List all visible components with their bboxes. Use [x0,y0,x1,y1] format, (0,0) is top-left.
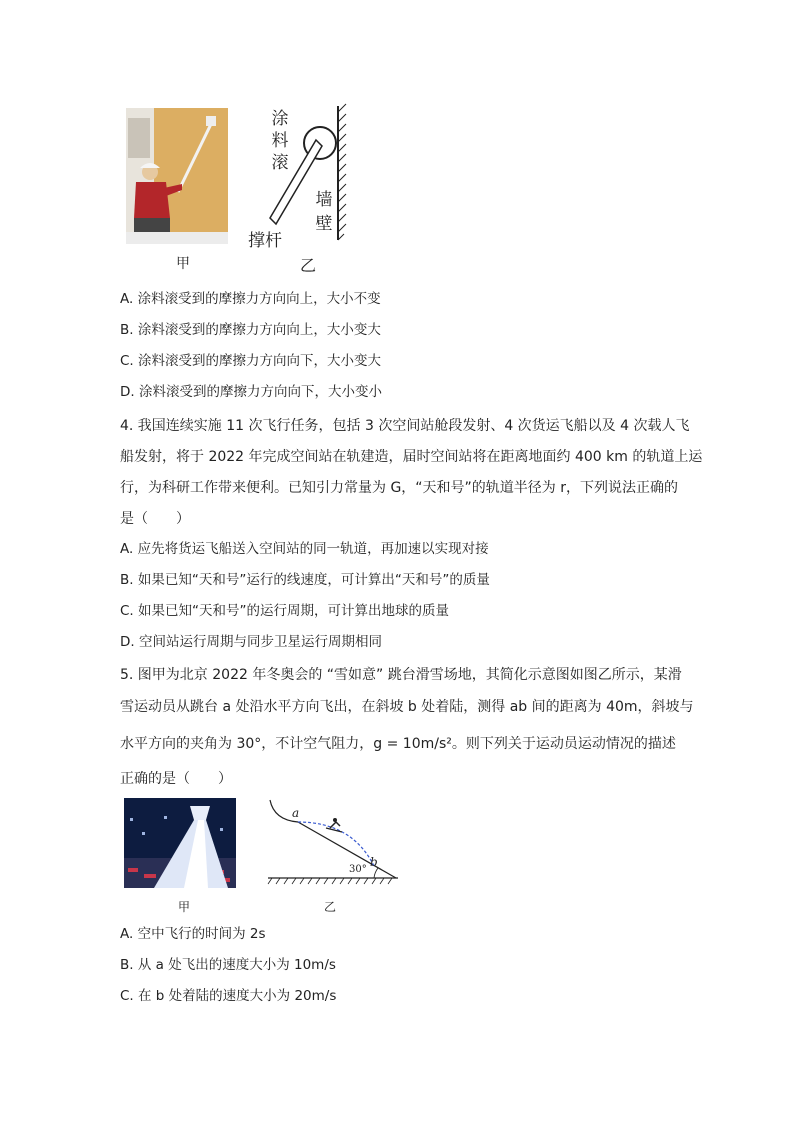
q5-stem-line-4: 正确的是（ ） [120,771,232,787]
q3-photo-caption: 甲 [176,256,190,272]
point-b-label: b [370,855,378,869]
q5-option-b: B. 从 a 处飞出的速度大小为 10m/s [120,957,336,973]
painter-photo-illustration [126,108,228,244]
q5-option-a: A. 空中飞行的时间为 2s [120,926,266,942]
q5-slope-diagram [262,798,402,888]
q5-photo [124,798,236,888]
q4-option-b: B. 如果已知“天和号”运行的线速度，可计算出“天和号”的质量 [120,572,490,588]
angle-label: 30° [349,864,367,875]
q4-option-d: D. 空间站运行周期与同步卫星运行周期相同 [120,634,382,650]
q4-stem-line-1: 4. 我国连续实施 11 次飞行任务，包括 3 次空间站舱段发射、4 次货运飞船以及 4 次载人飞 [120,418,690,434]
q3-diagram-caption: 乙 [300,256,317,275]
q3-option-b: B. 涂料滚受到的摩擦力方向向上，大小变大 [120,322,381,338]
q4-stem-line-2: 船发射，将于 2022 年完成空间站在轨建造，届时空间站将在距离地面约 400 km 的轨道上运 [120,449,703,465]
roller-label: 涂 料 滚 [271,109,289,173]
wall-label: 墙 壁 [315,190,333,234]
slope-line [298,822,396,878]
wall-hatching [338,104,346,240]
q5-diagram-caption: 乙 [324,900,337,914]
ground-hatching [268,878,392,884]
q3-option-a: A. 涂料滚受到的摩擦力方向向上，大小不变 [120,291,381,307]
angle-arc [374,868,378,878]
q3-option-d: D. 涂料滚受到的摩擦力方向向下，大小变小 [120,384,382,400]
point-a-label: a [292,806,300,820]
q5-option-c: C. 在 b 处着陆的速度大小为 20m/s [120,988,337,1004]
rod-label: 撑杆 [248,231,282,251]
q3-photo [126,108,228,244]
ski-jump-photo-illustration [124,798,236,888]
q5-photo-caption: 甲 [178,900,191,914]
q5-stem-line-3: 水平方向的夹角为 30°，不计空气阻力，g = 10m/s²。则下列关于运动员运动情况的描述 [120,736,676,752]
q5-stem-line-1: 5. 图甲为北京 2022 年冬奥会的 “雪如意” 跳台滑雪场地，其简化示意图如图乙所示，某滑 [120,667,682,683]
q3-option-c: C. 涂料滚受到的摩擦力方向向下，大小变大 [120,353,382,369]
q5-stem-line-2: 雪运动员从跳台 a 处沿水平方向飞出，在斜坡 b 处着陆，测得 ab 间的距离为 40m，斜坡与 [120,699,694,715]
q4-option-a: A. 应先将货运飞船送入空间站的同一轨道，再加速以实现对接 [120,541,489,557]
q4-stem-line-3: 行，为科研工作带来便利。已知引力常量为 G，“天和号”的轨道半径为 r，下列说法正确的 [120,480,679,496]
q4-option-c: C. 如果已知“天和号”的运行周期，可计算出地球的质量 [120,603,449,619]
q4-stem-line-4: 是（ ） [120,511,190,527]
skier-icon [326,818,342,832]
